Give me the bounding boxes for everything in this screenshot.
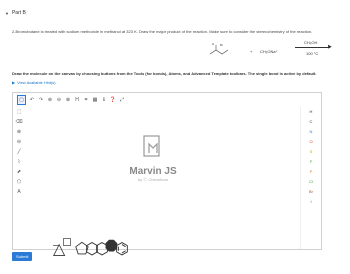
svg-text:Br: Br — [220, 43, 223, 47]
template-icon[interactable]: ▦ — [92, 96, 98, 103]
condition-label: 100 °C — [306, 51, 319, 56]
logo-name: Marvin JS — [129, 166, 177, 177]
arrow-icon[interactable]: ⬈ — [16, 169, 22, 175]
heptagon-template-icon[interactable]: ⬡ — [95, 241, 109, 258]
plus-sign: + — [250, 49, 253, 54]
zoom-in-icon[interactable]: ⊕ — [47, 96, 53, 103]
editor-left-toolbar — [13, 107, 25, 249]
hexagon-template-icon[interactable]: ⬡ — [85, 241, 99, 258]
editor-atom-toolbar — [300, 107, 321, 249]
question-text: 2-Bromobutane is treated with sodium methoxide in methanol at 323 K. Draw the major product of the reaction. Make sure to consider the stereochemistry of the reaction. — [12, 29, 313, 34]
zoom-fit-icon[interactable]: ⊗ — [65, 96, 71, 103]
view-hints-link[interactable] — [12, 80, 56, 85]
atom-I[interactable]: I — [310, 199, 312, 204]
pentagon-template-icon[interactable]: ⬠ — [75, 241, 89, 258]
undo-icon[interactable]: ↶ — [29, 96, 35, 103]
submit-button[interactable]: Submit — [12, 252, 32, 261]
atom-N[interactable]: N — [309, 129, 313, 134]
reagent-label: CH₃ONa⁺ — [260, 49, 278, 54]
atom-F[interactable]: F — [309, 159, 313, 164]
zoom-out-icon[interactable]: ⊖ — [56, 96, 62, 103]
editor-top-toolbar — [13, 93, 321, 106]
clean-icon[interactable]: ⌗ — [84, 96, 88, 103]
triangle-template-icon[interactable]: △ — [53, 240, 66, 258]
square-template-icon[interactable] — [63, 238, 71, 246]
reaction-arrow — [295, 47, 330, 48]
fullscreen-icon[interactable]: ⤢ — [119, 96, 124, 103]
atom-H[interactable]: H — [309, 109, 313, 114]
hint-arrow-icon: ▶ — [12, 80, 16, 85]
redo-icon[interactable]: ↷ — [38, 96, 44, 103]
editor-bottom-toolbar — [53, 238, 129, 258]
minus-charge-icon[interactable]: ⊖ — [16, 139, 22, 145]
hydrogen-icon[interactable]: H — [75, 96, 79, 103]
atom-O[interactable]: O — [309, 139, 313, 144]
svg-text:H: H — [212, 42, 215, 46]
new-document-icon[interactable]: ▢ — [17, 95, 26, 105]
logo-by: by Ⓒ ChemAxon — [137, 177, 169, 182]
eraser-icon[interactable]: ⌫ — [15, 119, 23, 125]
benzene-template-icon[interactable]: ⌬ — [115, 241, 129, 258]
single-bond-icon[interactable]: ╱ — [17, 149, 21, 155]
plus-charge-icon[interactable]: ⊕ — [16, 129, 22, 135]
atom-C[interactable]: C — [309, 119, 313, 124]
part-header[interactable] — [5, 10, 26, 16]
atom-S[interactable]: S — [309, 149, 313, 154]
chain-icon[interactable]: ⌇ — [17, 159, 21, 165]
text-tool-icon[interactable]: A — [17, 189, 21, 195]
arrow-head-icon: ▶ — [328, 44, 332, 50]
reaction-scheme — [200, 40, 335, 62]
atom-Cl[interactable]: Cl — [309, 179, 313, 184]
octagon-template-icon[interactable]: ⯃ — [105, 239, 118, 256]
help-icon[interactable]: ❓ — [109, 96, 117, 103]
instructions-text: Draw the molecule on the canvas by choosing buttons from the Tools (for bonds), Atoms, and Advanced Template toolbars. The single bond is active by default. — [12, 71, 317, 76]
info-icon[interactable]: ℹ — [103, 96, 105, 103]
part-title: Part B — [11, 10, 26, 16]
atom-Br[interactable]: Br — [309, 189, 313, 194]
editor-canvas-logo — [123, 133, 183, 203]
select-icon[interactable]: ⬚ — [16, 109, 22, 115]
marvin-logo-icon — [141, 133, 165, 161]
solvent-label: CH₃OH — [304, 40, 318, 45]
view-hints-label: View Available Hint(s) — [17, 80, 56, 85]
collapse-caret-icon[interactable]: ▼ — [5, 10, 9, 16]
ring-icon[interactable]: ⬠ — [16, 179, 22, 185]
atom-P[interactable]: P — [309, 169, 313, 174]
